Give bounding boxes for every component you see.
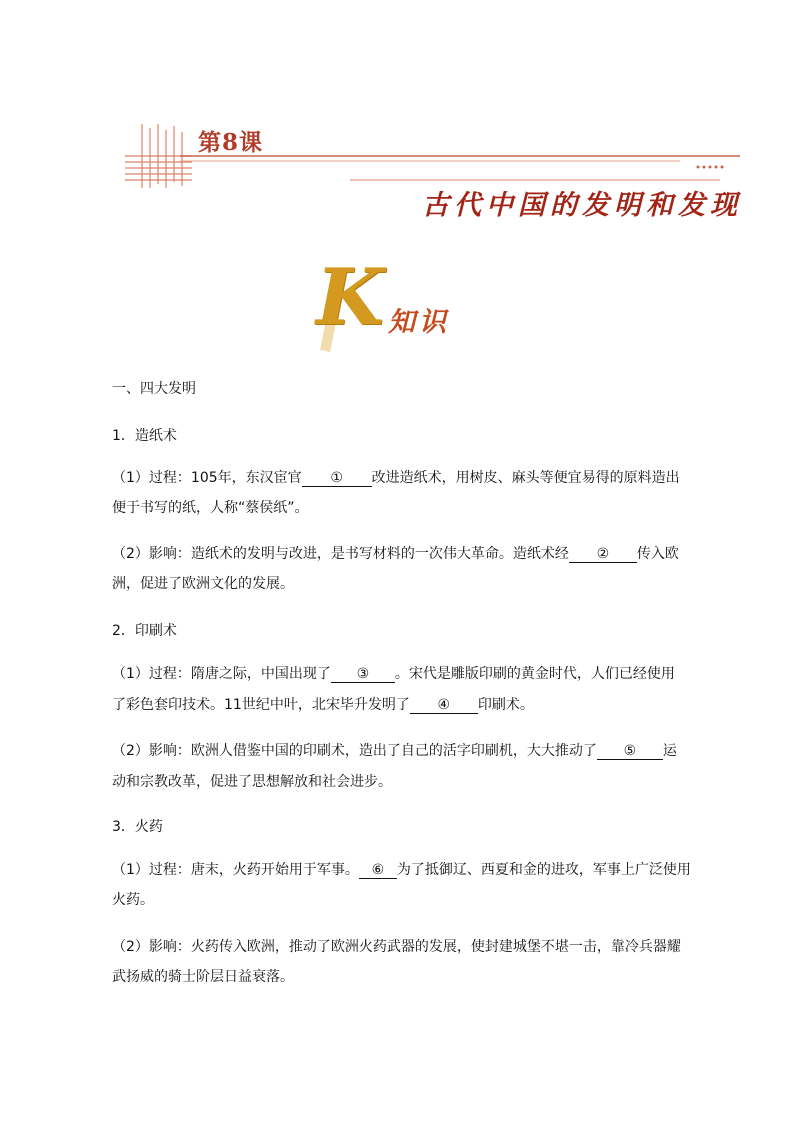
answer-blank-4[interactable]: ④ bbox=[410, 698, 478, 714]
paper-heading: 1．造纸术 bbox=[112, 428, 177, 444]
lesson-number: 第8课 bbox=[198, 129, 264, 156]
printing-impact-rest: 运 bbox=[662, 743, 677, 759]
printing-process-lead: （1）过程：隋唐之际，中国出现了 bbox=[112, 666, 331, 682]
gunpowder-process-lead: （1）过程：唐末，火药开始用于军事。 bbox=[112, 862, 359, 878]
answer-blank-1[interactable]: ① bbox=[302, 471, 372, 487]
gunpowder-heading: 3．火药 bbox=[112, 819, 163, 835]
printing-process-line2-rest: 印刷术。 bbox=[477, 697, 534, 713]
paper-process-line2: 便于书写的纸，人称“蔡侯纸”。 bbox=[112, 500, 309, 516]
answer-blank-2[interactable]: ② bbox=[569, 547, 637, 563]
gunpowder-process-line2: 火药。 bbox=[112, 892, 154, 908]
printing-heading: 2．印刷术 bbox=[112, 623, 177, 639]
gunpowder-impact-line1: （2）影响：火药传入欧洲，推动了欧洲火药武器的发展，使封建城堡不堪一击，靠冷兵器耀 bbox=[112, 939, 681, 955]
gunpowder-process-rest: 为了抵御辽、西夏和金的进攻，军事上广泛使用 bbox=[396, 862, 691, 878]
lesson-title: 古代中国的发明和发现 bbox=[422, 190, 742, 221]
paper-process-lead: （1）过程：105年，东汉宦官 bbox=[112, 470, 302, 486]
knowledge-letter: K bbox=[316, 252, 384, 343]
section-heading: 一、四大发明 bbox=[112, 381, 196, 397]
printing-process-mid: 。宋代是雕版印刷的黄金时代，人们已经使用 bbox=[394, 666, 675, 682]
paper-process-rest: 改进造纸术，用树皮、麻头等便宜易得的原料造出 bbox=[371, 470, 680, 486]
printing-process-line1 bbox=[112, 666, 675, 683]
printing-impact-line1 bbox=[112, 743, 677, 760]
paper-impact-line1 bbox=[112, 546, 679, 563]
answer-blank-3[interactable]: ③ bbox=[331, 667, 395, 683]
gunpowder-process-line1 bbox=[112, 862, 691, 879]
printing-impact-line2: 动和宗教改革，促进了思想解放和社会进步。 bbox=[112, 774, 392, 790]
banner-dots bbox=[697, 166, 724, 169]
printing-process-line2-lead: 了彩色套印技术。11世纪中叶，北宋毕升发明了 bbox=[112, 697, 410, 713]
paper-process-line1 bbox=[112, 470, 680, 487]
printing-impact-lead: （2）影响：欧洲人借鉴中国的印刷术，造出了自己的活字印刷机，大大推动了 bbox=[112, 743, 597, 759]
paper-impact-line2: 洲，促进了欧洲文化的发展。 bbox=[112, 576, 294, 592]
answer-blank-5[interactable]: ⑤ bbox=[597, 744, 663, 760]
paper-impact-rest: 传入欧 bbox=[636, 546, 679, 562]
paper-impact-lead: （2）影响：造纸术的发明与改进，是书写材料的一次伟大革命。造纸术经 bbox=[112, 546, 569, 562]
gunpowder-impact-line2: 武扬威的骑士阶层日益衰落。 bbox=[112, 969, 294, 985]
printing-process-line2 bbox=[112, 697, 534, 714]
knowledge-word: 知识 bbox=[388, 307, 450, 338]
answer-blank-6[interactable]: ⑥ bbox=[359, 863, 397, 879]
